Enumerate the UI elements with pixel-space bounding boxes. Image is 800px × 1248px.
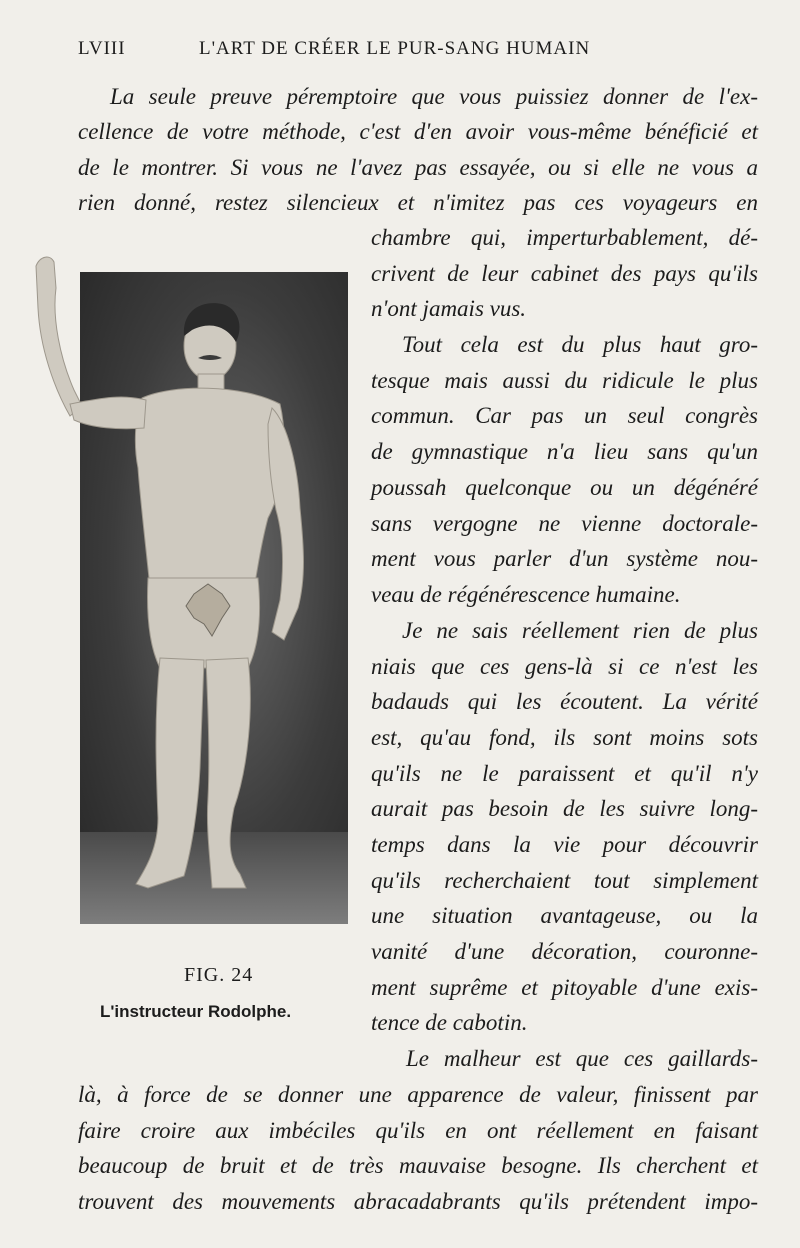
text-line: tence de cabotin. <box>371 1010 528 1035</box>
text-line: une situation avantageuse, ou la <box>371 903 758 928</box>
text-line: sans vergogne ne vienne doctorale- <box>371 511 758 536</box>
text-line: de gymnastique n'a lieu sans qu'un <box>371 439 758 464</box>
figure-caption: L'instructeur Rodolphe. <box>100 1002 292 1021</box>
standing-man-figure <box>22 248 332 938</box>
text-line: rien donné, restez silencieux et n'imitez pas ces voyageurs en <box>78 190 758 215</box>
text-line: de le montrer. Si vous ne l'avez pas essayée, ou si elle ne vous a <box>78 155 758 180</box>
text-line: là, à force de se donner une apparence de valeur, finissent par <box>78 1082 758 1107</box>
figure-number: FIG. 24 <box>184 964 254 986</box>
running-head <box>78 38 678 62</box>
text-line: Le malheur est que ces gaillards- <box>406 1046 758 1071</box>
text-line: chambre qui, imperturbablement, dé- <box>371 225 758 250</box>
text-line: qu'ils ne le paraissent et qu'il n'y <box>371 761 758 786</box>
text-line: Tout cela est du plus haut gro- <box>402 332 758 357</box>
text-line: est, qu'au fond, ils sont moins sots <box>371 725 758 750</box>
text-line: vanité d'une décoration, couronne- <box>371 939 758 964</box>
text-line: trouvent des mouvements abracadabrants qu'ils prétendent impo- <box>78 1189 758 1214</box>
text-line: n'ont jamais vus. <box>371 296 527 321</box>
text-line: qu'ils recherchaient tout simplement <box>371 868 758 893</box>
text-line: veau de régénérescence humaine. <box>371 582 681 607</box>
text-line: Je ne sais réellement rien de plus <box>402 618 758 643</box>
text-line: poussah quelconque ou un dégénéré <box>371 475 758 500</box>
book-title: L'ART DE CRÉER LE PUR-SANG HUMAIN <box>199 38 591 59</box>
text-line: aurait pas besoin de les suivre long- <box>371 796 758 821</box>
text-line: crivent de leur cabinet des pays qu'ils <box>371 261 758 286</box>
text-line: badauds qui les écoutent. La vérité <box>371 689 758 714</box>
text-line: temps dans la vie pour découvrir <box>371 832 758 857</box>
text-line: ment vous parler d'un système nou- <box>371 546 758 571</box>
text-line: cellence de votre méthode, c'est d'en avoir vous-même bénéficié et <box>78 119 758 144</box>
text-line: commun. Car pas un seul congrès <box>371 403 758 428</box>
text-line: beaucoup de bruit et de très mauvaise besogne. Ils cherchent et <box>78 1153 758 1178</box>
text-line: tesque mais aussi du ridicule le plus <box>371 368 758 393</box>
page-number: LVIII <box>78 38 126 59</box>
text-line: faire croire aux imbéciles qu'ils en ont réellement en faisant <box>78 1118 758 1143</box>
text-line: niais que ces gens-là si ce n'est les <box>371 654 758 679</box>
text-line: ment suprême et pitoyable d'une exis- <box>371 975 758 1000</box>
text-line: La seule preuve péremptoire que vous puissiez donner de l'ex- <box>110 84 758 109</box>
